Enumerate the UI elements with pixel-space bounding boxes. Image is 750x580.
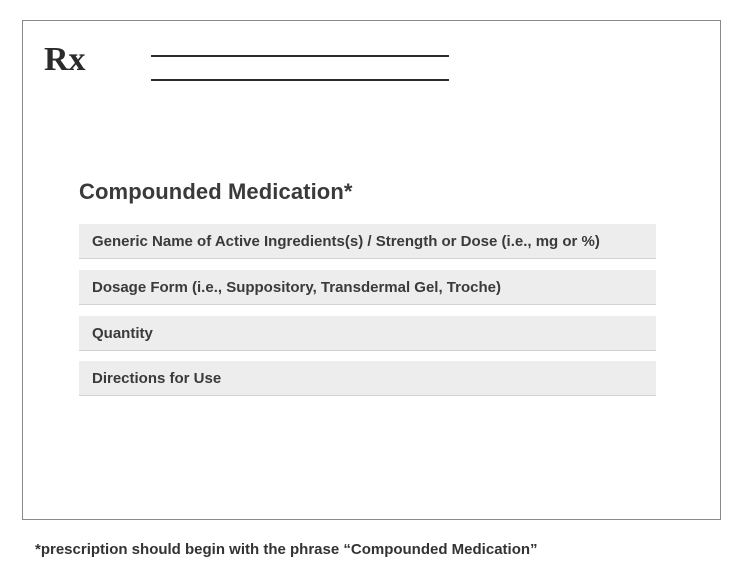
field-generic-name-strength: Generic Name of Active Ingredients(s) / Strength or Dose (i.e., mg or %) bbox=[79, 224, 656, 259]
signature-line-2 bbox=[151, 79, 449, 81]
field-dosage-form: Dosage Form (i.e., Suppository, Transdermal Gel, Troche) bbox=[79, 270, 656, 305]
section-title: Compounded Medication* bbox=[79, 179, 353, 204]
field-quantity: Quantity bbox=[79, 316, 656, 351]
prescription-card bbox=[22, 20, 721, 520]
rx-symbol: Rx bbox=[44, 41, 86, 78]
field-directions-for-use: Directions for Use bbox=[79, 361, 656, 396]
footnote: *prescription should begin with the phrase “Compounded Medication” bbox=[35, 541, 538, 558]
signature-line-1 bbox=[151, 55, 449, 57]
